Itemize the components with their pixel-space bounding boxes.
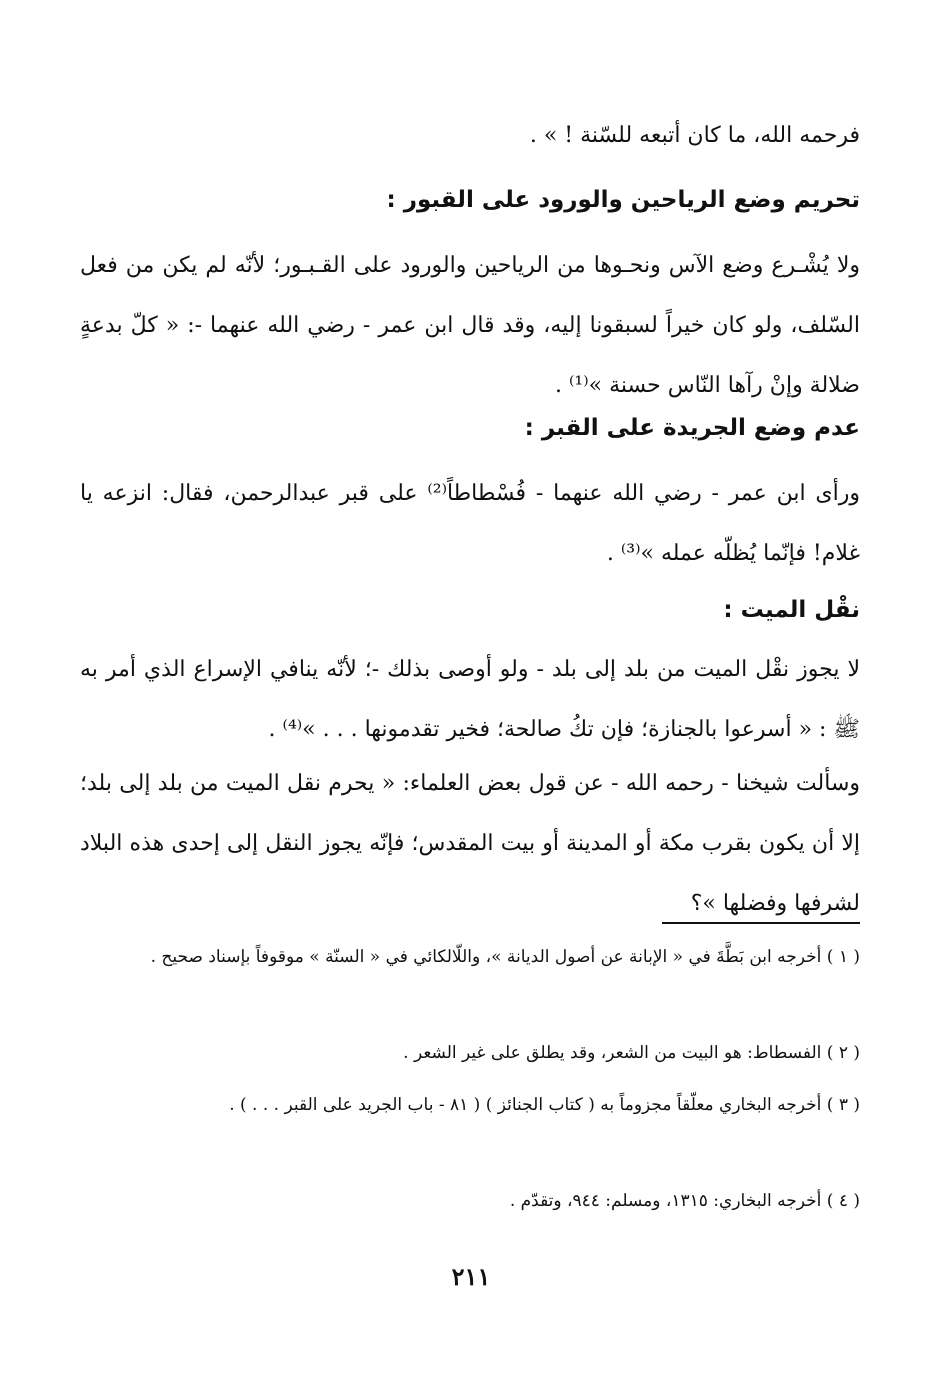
intro-line: فرحمه الله، ما كان أتبعه للسّنة ! » . [529, 123, 860, 148]
footnote-separator [662, 922, 860, 924]
page-number: ٢١١ [451, 1262, 491, 1291]
footnote-1: ( ١ ) أخرجه ابن بَطَّةَ في « الإبانة عن أصول الديانة »، واللّالكائي في « السنّة » موقوفاً بإسناد صحيح . [150, 947, 860, 967]
footnote-3: ( ٣ ) أخرجه البخاري معلّقاً مجزوماً به ( كتاب الجنائز ) ( ٨١ - باب الجريد على القبر . . . ) . [229, 1095, 860, 1115]
section-heading-moving-deceased: نقْل الميت : [723, 597, 860, 623]
section-heading-flowers-on-graves: تحريم وضع الرياحين والورود على القبور : [386, 187, 860, 213]
paragraph-question-to-sheikh: وسألت شيخنا - رحمه الله - عن قول بعض العلماء: « يحرم نقل الميت من بلد إلى بلد؛ إلا أن يكون بقرب مكة أو المدينة أو بيت المقدس؛ فإنّه يجوز النقل إلى إحدى هذه البلاد لشرفها وفضلها »؟ [80, 771, 860, 916]
footnote-4: ( ٤ ) أخرجه البخاري: ١٣١٥، ومسلم: ٩٤٤، وتقدّم . [509, 1191, 860, 1211]
section-heading-palm-branch: عدم وضع الجريدة على القبر : [524, 415, 860, 441]
footnote-2: ( ٢ ) الفسطاط: هو البيت من الشعر، وقد يطلق على غير الشعر . [403, 1043, 860, 1063]
paragraph-flowers-on-graves: ولا يُشْـرع وضع الآس ونحـوها من الرياحين والورود على القـبـور؛ لأنّه لم يكن من فعل السّلف، ولو كان خيراً لسبقونا إليه، وقد قال ابن عمر - رضي الله عنهما -: « كلّ بدعةٍ ضلالة وإنْ رآها النّاس حسنة »⁽¹⁾ . [80, 253, 860, 398]
paragraph-moving-deceased: لا يجوز نقْل الميت من بلد إلى بلد - ولو أوصى بذلك -؛ لأنّه ينافي الإسراع الذي أمر به ﷺ : « أسرعوا بالجنازة؛ فإن تكُ صالحة؛ فخير تقدمونها . . . »⁽⁴⁾ . [80, 657, 860, 742]
paragraph-palm-branch: ورأى ابن عمر - رضي الله عنهما - فُسْطاطاً⁽²⁾ على قبر عبدالرحمن، فقال: انزعه يا غلام! فإنّما يُظلّه عمله »⁽³⁾ . [80, 481, 860, 566]
